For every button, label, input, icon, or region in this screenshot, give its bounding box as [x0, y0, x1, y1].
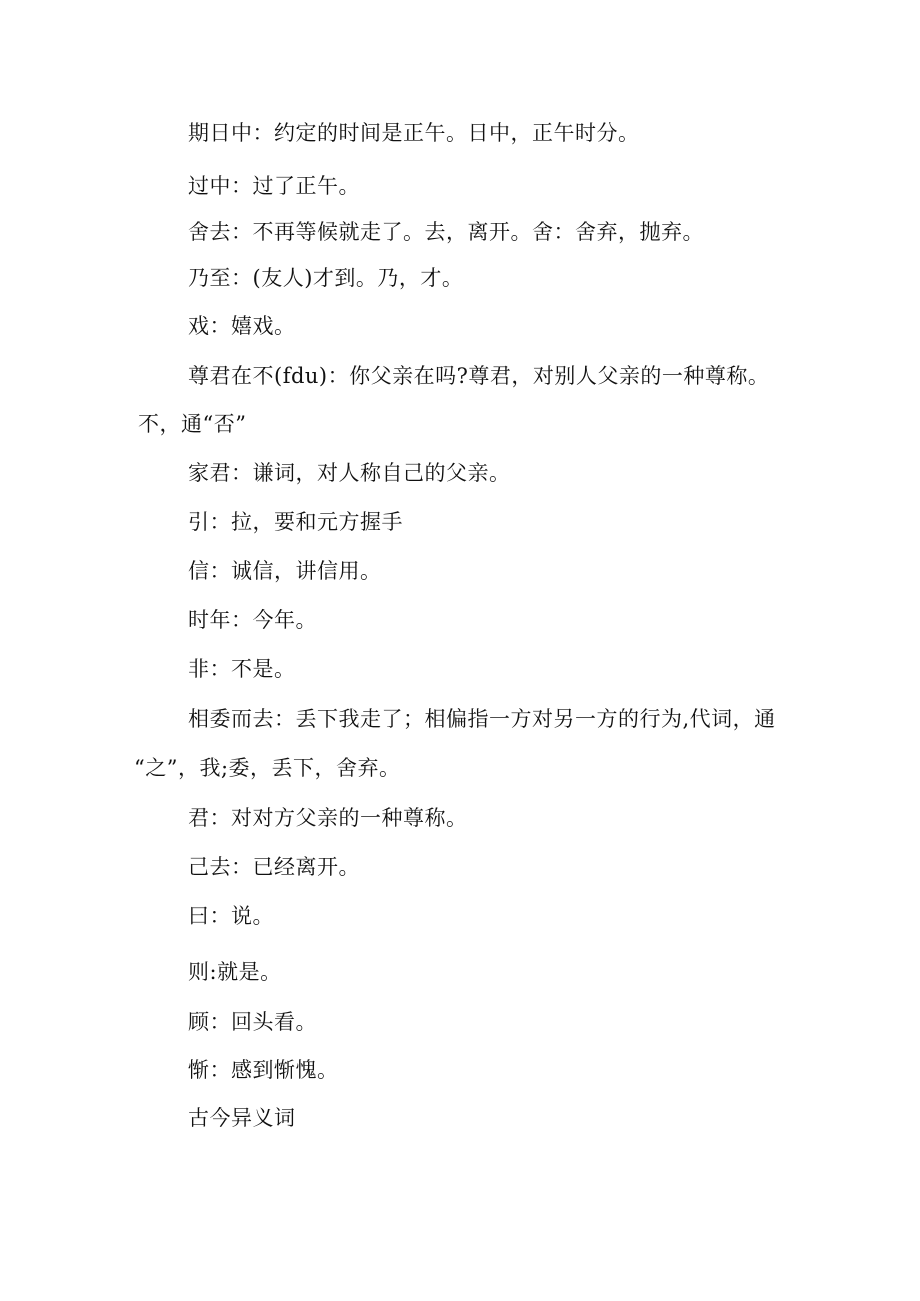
section-heading: 古今异义词	[188, 1106, 296, 1130]
text-line: 舍去：不再等候就走了。去，离开。舍：舍弃，抛弃。	[188, 220, 704, 244]
text-line: 己去：已经离开。	[188, 855, 360, 879]
text-line: 期日中：约定的时间是正午。日中，正午时分。	[188, 121, 640, 145]
text-line: 惭：感到惭愧。	[188, 1058, 339, 1082]
text-line: 君：对对方父亲的一种尊称。	[188, 806, 468, 830]
text-line: 尊君在不(fdu)：你父亲在吗?尊君，对别人父亲的一种尊称。	[188, 364, 770, 388]
text-line: “之”，我;委，丢下，舍弃。	[134, 756, 401, 780]
text-line: 过中：过了正午。	[188, 174, 360, 198]
text-line: 曰：说。	[188, 904, 274, 928]
text-line: 相委而去：丢下我走了；相偏指一方对另一方的行为,代词，通	[188, 707, 776, 731]
text-line: 戏：嬉戏。	[188, 314, 296, 338]
text-line: 乃至：(友人)才到。乃，才。	[188, 266, 464, 290]
text-line: 信：诚信，讲信用。	[188, 559, 382, 583]
text-line: 引：拉，要和元方握手	[188, 510, 403, 534]
text-line: 则:就是。	[188, 960, 282, 984]
text-line: 不，通“否”	[138, 412, 247, 436]
text-line: 家君：谦词，对人称自己的父亲。	[188, 461, 511, 485]
text-line: 时年：今年。	[188, 608, 317, 632]
text-line: 顾：回头看。	[188, 1010, 317, 1034]
text-line: 非：不是。	[188, 657, 296, 681]
